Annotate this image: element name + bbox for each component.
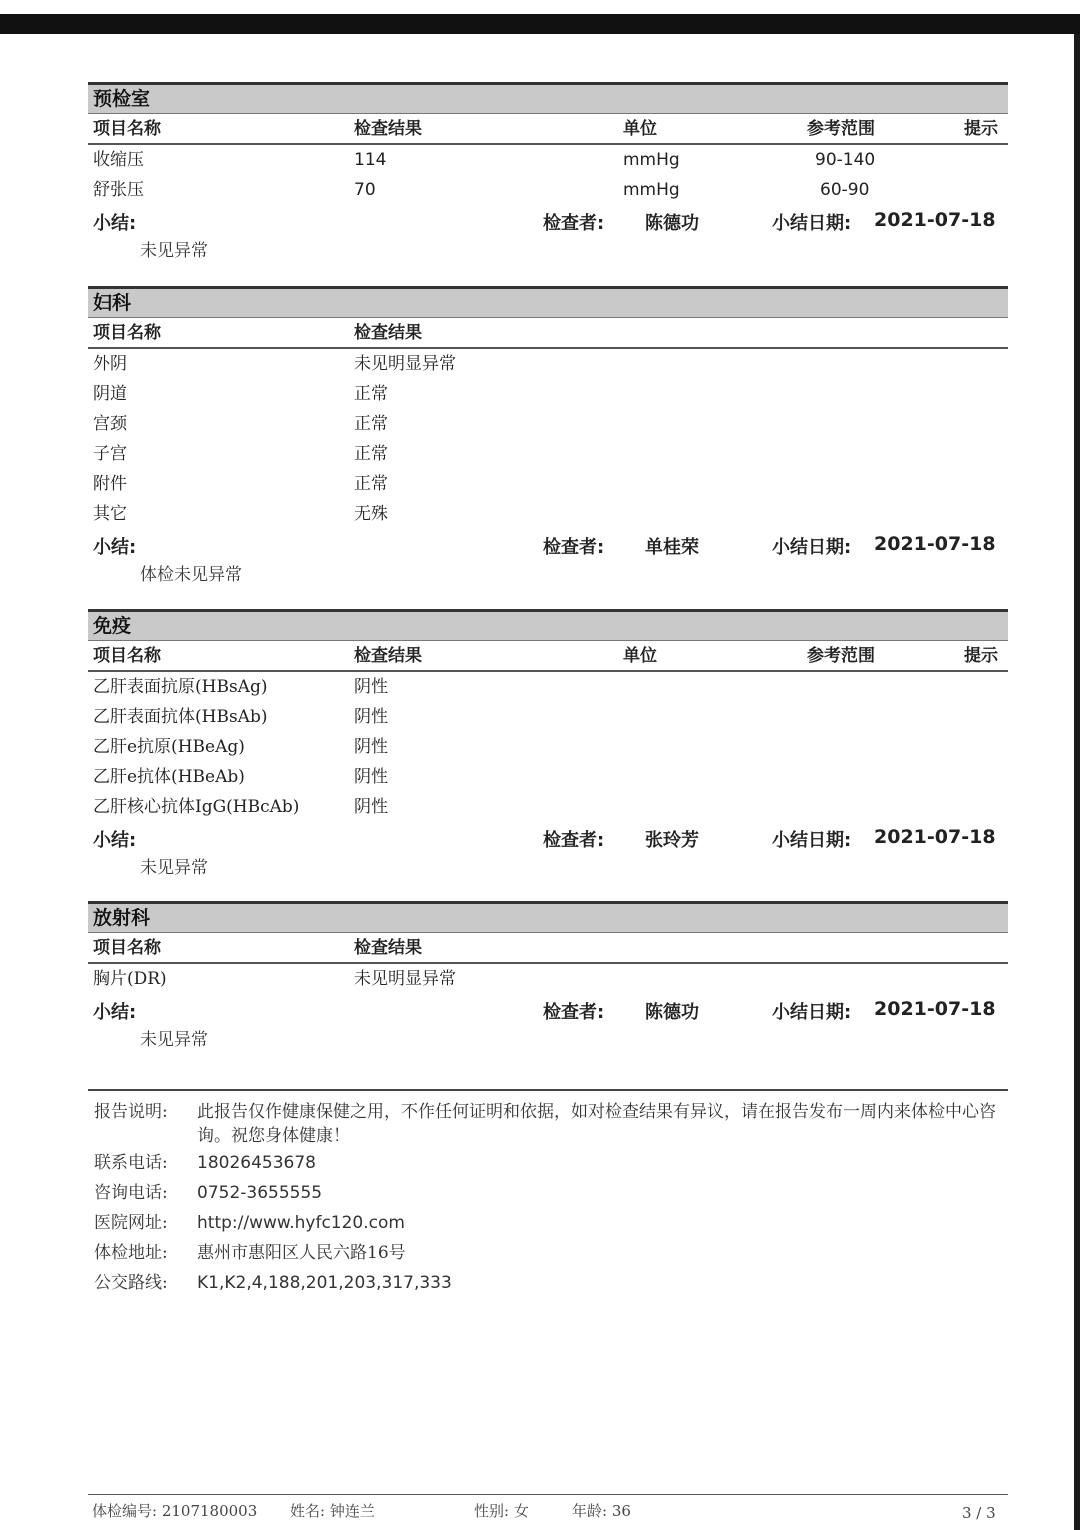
item-name: 阴道 [93, 384, 127, 404]
examiner-label: 检查者: [543, 830, 605, 851]
summary-text: 未见异常 [140, 1030, 208, 1050]
examiner-label: 检查者: [543, 213, 605, 234]
footer-divider [88, 1494, 1008, 1495]
header-unit: 单位 [623, 119, 657, 139]
item-result: 无殊 [354, 504, 388, 524]
item-result: 正常 [354, 444, 388, 464]
item-name: 宫颈 [93, 414, 127, 434]
table-row [88, 175, 1008, 205]
item-result: 阴性 [354, 767, 388, 787]
examiner-label: 检查者: [543, 537, 605, 558]
section-immunology [88, 609, 1008, 886]
table-header [88, 933, 1008, 964]
table-row [88, 469, 1008, 499]
summary-text: 未见异常 [140, 241, 208, 261]
section-title: 免疫 [88, 609, 1008, 641]
consult-phone [94, 1181, 999, 1208]
summary-date: 2021-07-18 [874, 826, 996, 848]
table-header [88, 114, 1008, 145]
item-name: 乙肝e抗原(HBeAg) [93, 737, 245, 757]
table-header [88, 318, 1008, 349]
summary-date: 2021-07-18 [874, 209, 996, 231]
section-title: 放射科 [88, 901, 1008, 933]
summary-date: 2021-07-18 [874, 533, 996, 555]
table-row [88, 409, 1008, 439]
summary-label: 小结: [93, 1002, 137, 1023]
examiner-name: 单桂荣 [645, 537, 699, 558]
summary-row [88, 994, 1008, 1026]
summary-label: 小结: [93, 830, 137, 851]
page-number: 3 / 3 [962, 1504, 996, 1522]
table-row [88, 732, 1008, 762]
bus-route [94, 1271, 999, 1298]
report-note [94, 1100, 999, 1148]
hospital-website [94, 1211, 999, 1238]
summary-date-label: 小结日期: [772, 537, 852, 558]
header-range: 参考范围 [807, 646, 875, 666]
item-result: 114 [354, 150, 387, 170]
summary-row [88, 529, 1008, 561]
footer-name: 姓名: 钟连兰 [290, 1502, 375, 1520]
examiner-name: 陈德功 [645, 1002, 699, 1023]
item-result: 阴性 [354, 737, 388, 757]
table-row [88, 349, 1008, 379]
summary-date-label: 小结日期: [772, 213, 852, 234]
header-item-name: 项目名称 [93, 119, 161, 139]
summary-text: 未见异常 [140, 858, 208, 878]
examiner-name: 陈德功 [645, 213, 699, 234]
item-unit: mmHg [623, 180, 680, 200]
phone-label: 联系电话: [94, 1153, 168, 1173]
section-title: 妇科 [88, 286, 1008, 318]
bus-value: K1,K2,4,188,201,203,317,333 [197, 1273, 452, 1293]
item-unit: mmHg [623, 150, 680, 170]
info-divider [88, 1089, 1008, 1091]
table-row [88, 439, 1008, 469]
table-row [88, 792, 1008, 822]
bus-label: 公交路线: [94, 1273, 168, 1293]
header-result: 检查结果 [354, 323, 422, 343]
address-value: 惠州市惠阳区人民六路16号 [197, 1243, 406, 1263]
header-result: 检查结果 [354, 646, 422, 666]
item-range: 90-140 [815, 150, 876, 170]
contact-phone [94, 1151, 999, 1178]
summary-date: 2021-07-18 [874, 998, 996, 1020]
item-name: 乙肝核心抗体IgG(HBcAb) [93, 797, 300, 817]
item-result: 正常 [354, 414, 388, 434]
summary-text: 体检未见异常 [140, 565, 242, 585]
summary-row [88, 822, 1008, 854]
examiner-name: 张玲芳 [645, 830, 699, 851]
item-result: 阴性 [354, 677, 388, 697]
address-label: 体检地址: [94, 1243, 168, 1263]
header-item-name: 项目名称 [93, 938, 161, 958]
header-result: 检查结果 [354, 938, 422, 958]
note-label: 报告说明: [94, 1102, 168, 1122]
summary-label: 小结: [93, 537, 137, 558]
table-header [88, 641, 1008, 672]
table-row [88, 762, 1008, 792]
item-name: 收缩压 [93, 150, 144, 170]
item-name: 舒张压 [93, 180, 144, 200]
item-name: 乙肝表面抗原(HBsAg) [93, 677, 268, 697]
header-result: 检查结果 [354, 119, 422, 139]
phone-value: 18026453678 [197, 1153, 316, 1173]
header-item-name: 项目名称 [93, 323, 161, 343]
note-text: 此报告仅作健康保健之用，不作任何证明和依据，如对检查结果有异议，请在报告发布一周内来体检中心咨询。祝您身体健康！ [197, 1102, 996, 1146]
header-hint: 提示 [964, 646, 998, 666]
item-name: 附件 [93, 474, 127, 494]
item-result: 70 [354, 180, 376, 200]
table-row [88, 672, 1008, 702]
footer-exam-number: 体检编号: 2107180003 [92, 1502, 258, 1520]
summary-row [88, 205, 1008, 237]
section-radiology [88, 901, 1008, 1058]
examiner-label: 检查者: [543, 1002, 605, 1023]
table-row [88, 702, 1008, 732]
item-result: 正常 [354, 474, 388, 494]
item-result: 阴性 [354, 707, 388, 727]
item-result: 未见明显异常 [354, 354, 456, 374]
report-info [94, 1100, 999, 1301]
header-hint: 提示 [964, 119, 998, 139]
section-title: 预检室 [88, 82, 1008, 114]
section-precheck [88, 82, 1008, 269]
web-label: 医院网址: [94, 1213, 168, 1233]
right-page-edge [1074, 34, 1080, 1530]
header-unit: 单位 [623, 646, 657, 666]
item-range: 60-90 [820, 180, 870, 200]
item-name: 子宫 [93, 444, 127, 464]
table-row [88, 379, 1008, 409]
section-gynecology [88, 286, 1008, 593]
summary-date-label: 小结日期: [772, 830, 852, 851]
item-name: 胸片(DR) [93, 969, 167, 989]
summary-label: 小结: [93, 213, 137, 234]
exam-address [94, 1241, 999, 1268]
item-name: 外阴 [93, 354, 127, 374]
item-result: 未见明显异常 [354, 969, 456, 989]
header-range: 参考范围 [807, 119, 875, 139]
footer-sex: 性别: 女 [474, 1502, 529, 1520]
table-row [88, 964, 1008, 994]
item-result: 正常 [354, 384, 388, 404]
consult-value: 0752-3655555 [197, 1183, 323, 1203]
table-row [88, 499, 1008, 529]
summary-date-label: 小结日期: [772, 1002, 852, 1023]
header-item-name: 项目名称 [93, 646, 161, 666]
item-name: 乙肝表面抗体(HBsAb) [93, 707, 268, 727]
footer-age: 年龄: 36 [572, 1502, 631, 1520]
item-result: 阴性 [354, 797, 388, 817]
table-row [88, 145, 1008, 175]
top-black-bar [0, 14, 1080, 34]
item-name: 乙肝e抗体(HBeAb) [93, 767, 245, 787]
consult-label: 咨询电话: [94, 1183, 168, 1203]
item-name: 其它 [93, 504, 127, 524]
web-value: http://www.hyfc120.com [197, 1213, 405, 1233]
